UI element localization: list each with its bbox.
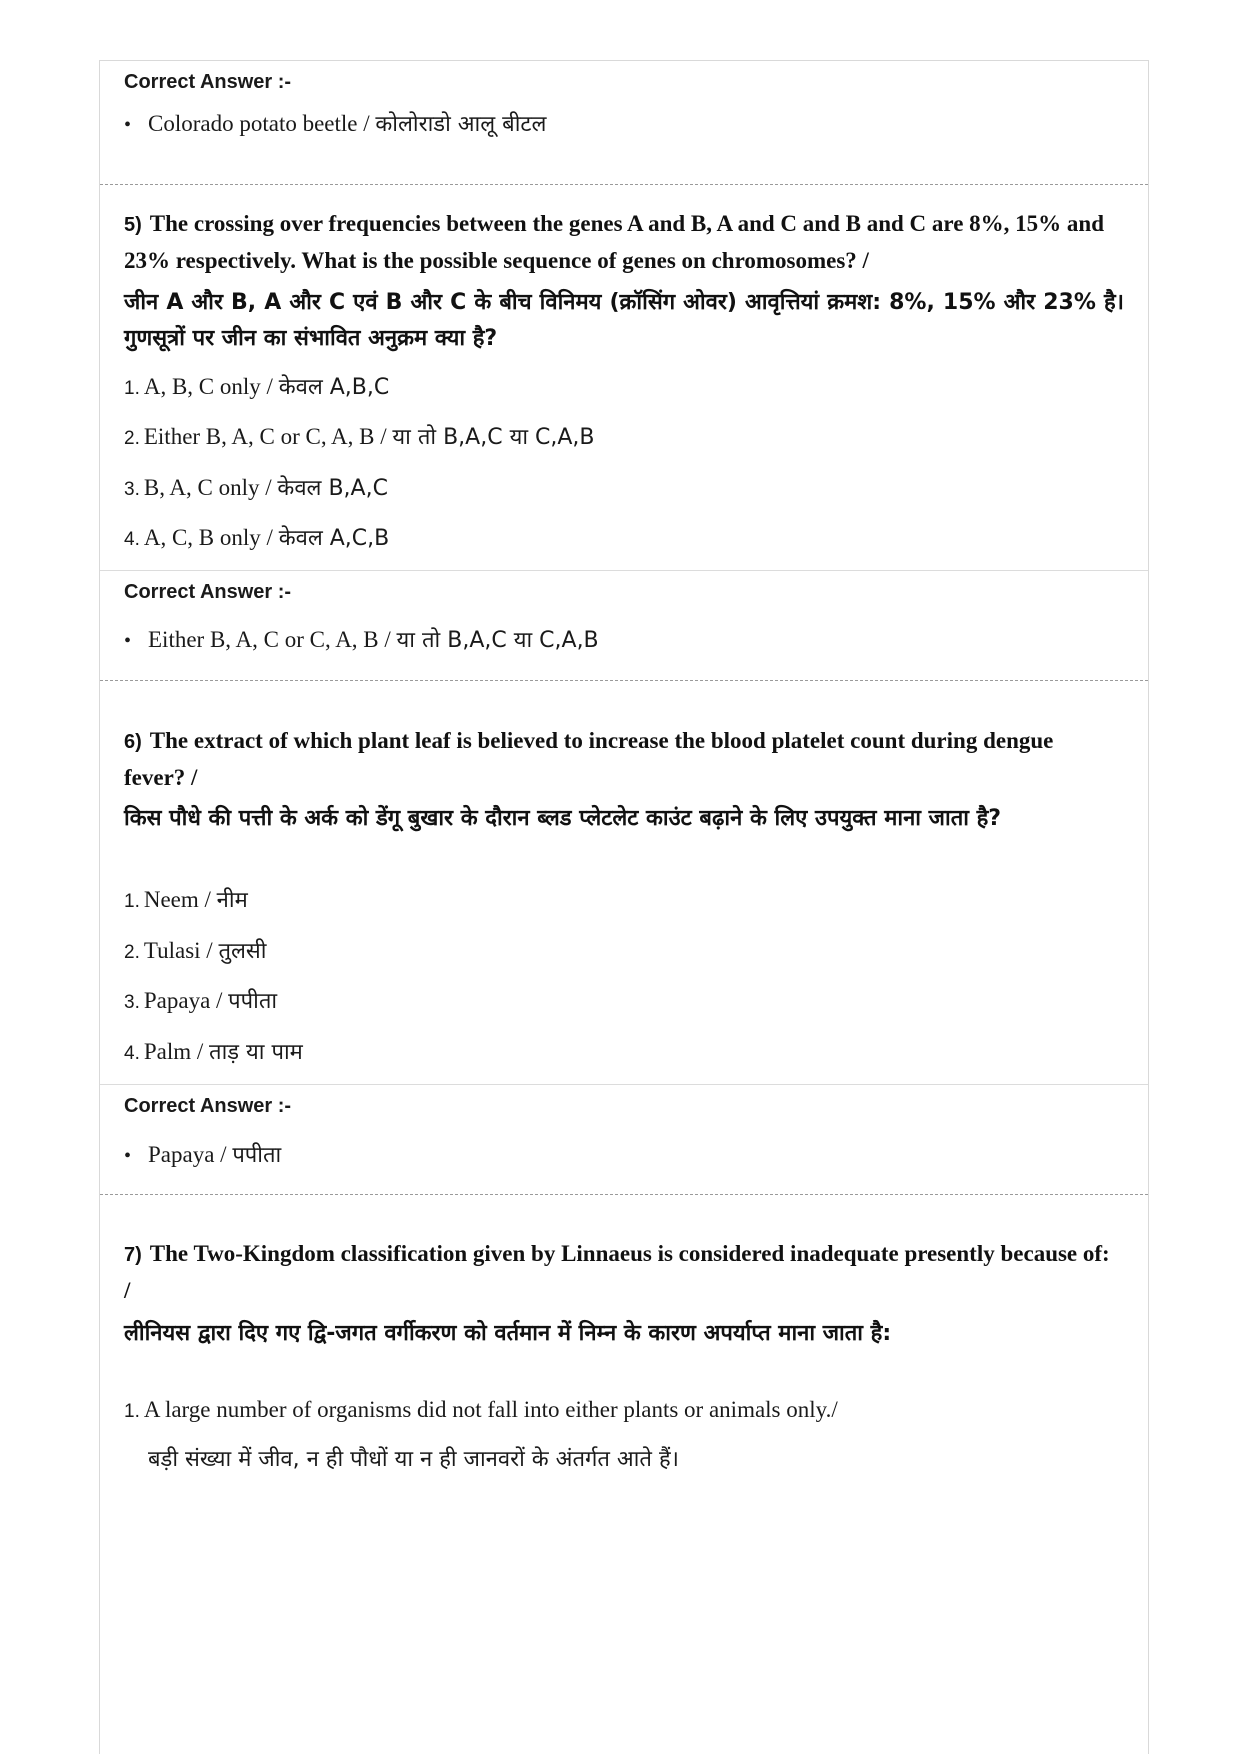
section-divider <box>100 1194 1148 1195</box>
question-7-text-hi: लीनियस द्वारा दिए गए द्वि-जगत वर्गीकरण को वर्तमान में निम्न के कारण अपर्याप्त माना जाता है: <box>124 1321 892 1346</box>
question-7-text-en: 7) The Two-Kingdom classification given by Linnaeus is considered inadequate presently because of: / <box>124 1241 1110 1303</box>
bullet-icon: • <box>124 114 132 136</box>
q7-option-1: 1. A large number of organisms did not fall into either plants or animals only./ <box>124 1397 838 1422</box>
q6-option-4: 4. Palm / ताड़ या पाम <box>124 1039 303 1065</box>
q5-option-3: 3. B, A, C only / केवल B,A,C <box>124 475 388 501</box>
q6-option-2: 2. Tulasi / तुलसी <box>124 938 267 964</box>
question-6-text-en: 6) The extract of which plant leaf is believed to increase the blood platelet count during dengue fever? / <box>124 728 1054 790</box>
q5-option-1: 1. A, B, C only / केवल A,B,C <box>124 374 390 400</box>
q7-option-1-hindi: बड़ी संख्या में जीव, न ही पौधों या न ही जानवरों के अंतर्गत आते हैं। <box>148 1447 679 1472</box>
correct-answer-item: • Either B, A, C or C, A, B / या तो B,A,C या C,A,B <box>124 627 599 653</box>
q5-option-2: 2. Either B, A, C or C, A, B / या तो B,A,C या C,A,B <box>124 424 595 450</box>
question-paper-frame <box>99 60 1149 1754</box>
question-6-text-hi: किस पौधे की पत्ती के अर्क को डेंगू बुखार के दौरान ब्लड प्लेटलेट काउंट बढ़ाने के लिए उपयुक्त माना जाता है? <box>124 806 1002 831</box>
correct-answer-label: Correct Answer :- <box>124 581 292 603</box>
correct-answer-label: Correct Answer :- <box>124 1095 292 1117</box>
correct-answer-label: Correct Answer :- <box>124 71 292 93</box>
question-5-text-hi: जीन A और B, A और C एवं B और C के बीच विनिमय (क्रॉसिंग ओवर) आवृत्तियां क्रमश: 8%, 15% और 23% है। गुणसूत्रों पर जीन का संभावित अनुक्रम क्या है? <box>124 290 1124 351</box>
q6-option-3: 3. Papaya / पपीता <box>124 988 278 1014</box>
correct-answer-item: • Colorado potato beetle / कोलोराडो आलू बीटल <box>124 111 547 137</box>
correct-answer-item: • Papaya / पपीता <box>124 1142 282 1168</box>
bullet-icon: • <box>124 1145 132 1167</box>
section-divider <box>100 680 1148 681</box>
answer-divider <box>100 1084 1148 1085</box>
section-divider <box>100 184 1148 185</box>
bullet-icon: • <box>124 630 132 652</box>
question-5-text-en: 5) The crossing over frequencies between the genes A and B, A and C and B and C are 8%, 15% and 23% respectively. What is the possible sequence of genes on chromosomes? / <box>124 211 1104 273</box>
q6-option-1: 1. Neem / नीम <box>124 887 248 913</box>
answer-divider <box>100 570 1148 571</box>
q5-option-4: 4. A, C, B only / केवल A,C,B <box>124 525 390 551</box>
